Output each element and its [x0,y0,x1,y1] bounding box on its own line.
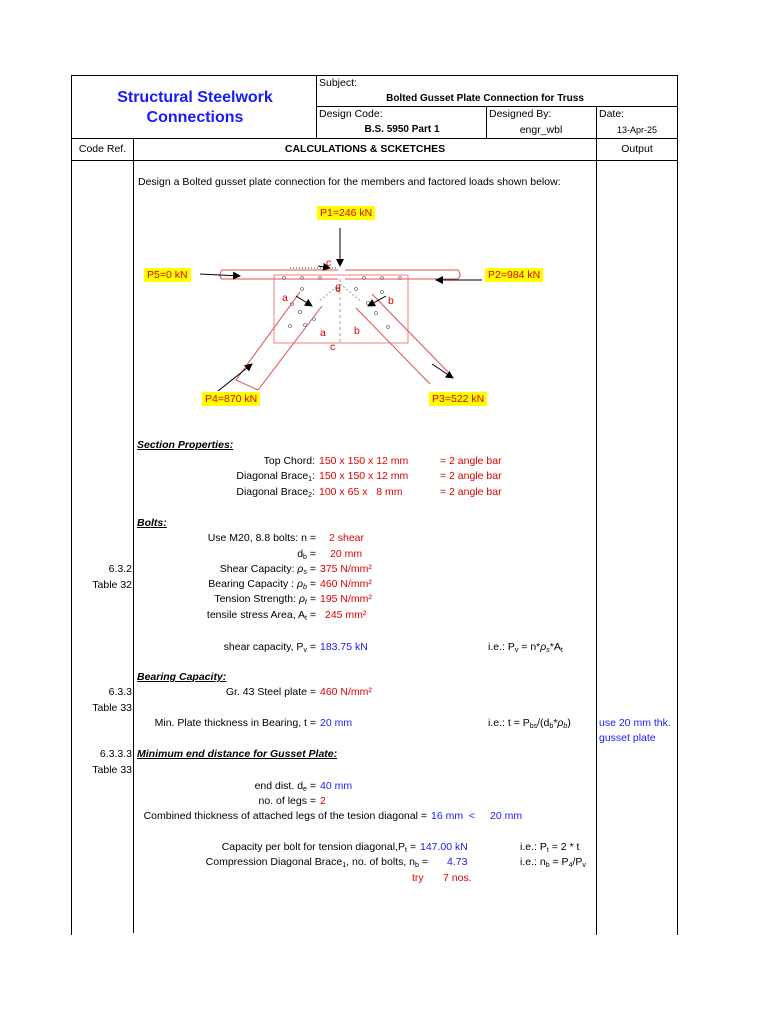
intro-text: Design a Bolted gusset plate connection for the members and factored loads shown below: [138,176,561,188]
ref-6-3-3-3: 6.3.3.3 [99,748,132,760]
dim-b-top: b [388,295,394,307]
designed-by-label: Designed By: [489,108,552,120]
steel-plate-value: 460 N/mm² [320,686,372,698]
capacity-per-bolt-label: Capacity per bolt for tension $diagonal,P_t$ = [221,841,416,854]
output-plate-thickness [599,717,671,744]
subject-value: Bolted Gusset Plate Connection for Truss [386,93,584,104]
steel-plate-label: Gr. 43 Steel plate = [225,686,316,698]
right-diagonal-1 [372,294,448,372]
combined-thickness-limit: 20 mm [490,810,523,822]
number-of-legs-label: no. of legs = [258,795,316,807]
code-ref-header: Code Ref. [78,143,127,155]
end-distance-value: 40 mm [320,780,353,792]
load-p4-label: P4=870 kN [202,392,260,406]
capacity-per-bolt-value: 147.00 kN [420,841,468,853]
end-distance-heading: Minimum end distance for Gusset Plate: [137,748,338,760]
diagonal-brace-2-size: 100 x 65 x 8 mm [319,486,403,498]
document-title [76,88,314,128]
top-chord-label: Top Chord: [263,455,315,467]
dim-b-bottom: b [354,325,360,337]
design-code-label: Design Code: [319,108,383,120]
design-code-value: B.S. 5950 Part 1 [364,124,440,135]
bolt-db-value: 20 mm [330,548,363,560]
combined-thickness-label: Combined thickness of attached legs of the tesion diagonal = [143,810,427,822]
shear-capacity-value: 375 N/mm² [320,563,372,575]
shear-capacity-label: Shear Capacity: $\rho_s$ = [219,563,316,576]
capacity-per-bolt-equation: i.e.: $P_t = 2 * t$ [520,841,580,854]
tensile-stress-area-value: 245 mm² [325,609,367,621]
p4-arrow [218,364,252,391]
tension-strength-value: 195 N/mm² [320,593,372,605]
diagonal-brace-2-type: = 2 angle bar [440,486,502,498]
combined-thickness-value: 16 mm < [431,810,476,822]
shear-capacity-equation: i.e.: $P_v = n*\rho_s*A_t$ [488,641,563,654]
min-plate-thickness-label: Min. Plate thickness in Bearing, t = [154,717,316,729]
tensile-stress-area-label: tensile stress Area, $A_t$ = [206,609,316,622]
try-value: 7 nos. [443,872,472,884]
subject-label: Subject: [319,77,357,89]
diagonal-brace-1-label: Diagonal Brace$_1$: [236,470,315,483]
compression-bolts-label: Compression Diagonal Brace$_1$, no. of bolts, $n_b$ = [205,856,428,869]
diagonal-brace-1-size: 150 x 150 x 12 mm [319,470,409,482]
compression-bolts-equation: i.e.: $n_b = P_4/P_v$ [520,856,586,869]
bearing-capacity-heading: Bearing Capacity: [137,671,227,683]
ref-table-33: Table 33 [92,702,132,714]
output-header: Output [621,143,653,155]
right-diagonal-2 [356,308,430,384]
dim-a-top: a [282,292,288,304]
min-plate-thickness-equation: i.e.: $t = P_{bs}/(d_b*\rho_b)$ [488,717,571,730]
bolt-use-label: Use M20, 8.8 bolts: n = [207,532,316,544]
left-diagonal-1 [236,292,300,380]
section-properties-heading: Section Properties: [137,439,234,451]
date-label: Date: [599,108,625,120]
ref-6-3-3: 6.3.3 [108,686,132,698]
dim-c-top: c [326,257,332,269]
calculations-header: CALCULATIONS & SCKETCHES [284,143,446,155]
load-p5-label: P5=0 kN [144,268,191,282]
title-line-1: Structural Steelwork [117,89,273,106]
ref-6-3-2: 6.3.2 [108,563,132,575]
end-distance-label: end dist. $d_e$ = [254,780,316,793]
top-chord-type: = 2 angle bar [440,455,502,467]
top-chord-size: 150 x 150 x 12 mm [319,455,409,467]
designed-by-value: engr_wbl [519,124,563,136]
bolt-use-value: 2 shear [329,532,365,544]
ref-table-32: Table 32 [92,579,132,591]
dim-a-bottom: a [320,327,326,339]
load-p1-label: P1=246 kN [317,206,375,220]
diagonal-brace-2-label: Diagonal Brace$_2$: [236,486,315,499]
bearing-capacity-value: 460 N/mm² [320,578,372,590]
shear-capacity-pv-value: 183.75 kN [320,641,368,653]
bolts-heading: Bolts: [137,517,167,529]
dim-c-bottom: c [330,341,336,353]
title-line-2: Connections [146,109,244,126]
dim-theta: θ [335,283,341,295]
load-p2-label: P2=984 kN [485,268,543,282]
compression-bolts-value: 4.73 [447,856,468,868]
bolt-db-label: $d_b$ = [297,548,316,561]
try-label: try [412,872,424,884]
min-plate-thickness-value: 20 mm [320,717,353,729]
diagonal-brace-1-type: = 2 angle bar [440,470,502,482]
output-line-1: use 20 mm thk. [599,717,671,729]
bearing-capacity-label: Bearing Capacity : $\rho_b$ = [208,578,316,591]
shear-capacity-pv-label: shear capacity, $P_v$ = [223,641,316,654]
output-line-2: gusset plate [599,732,656,744]
ref-table-33-b: Table 33 [92,764,132,776]
number-of-legs-value: 2 [320,795,326,807]
truss-sketch [134,195,596,415]
load-p3-label: P3=522 kN [429,392,487,406]
date-value: 13-Apr-25 [616,125,658,135]
tension-strength-label: Tension Strength: $\rho_t$ = [214,593,316,606]
